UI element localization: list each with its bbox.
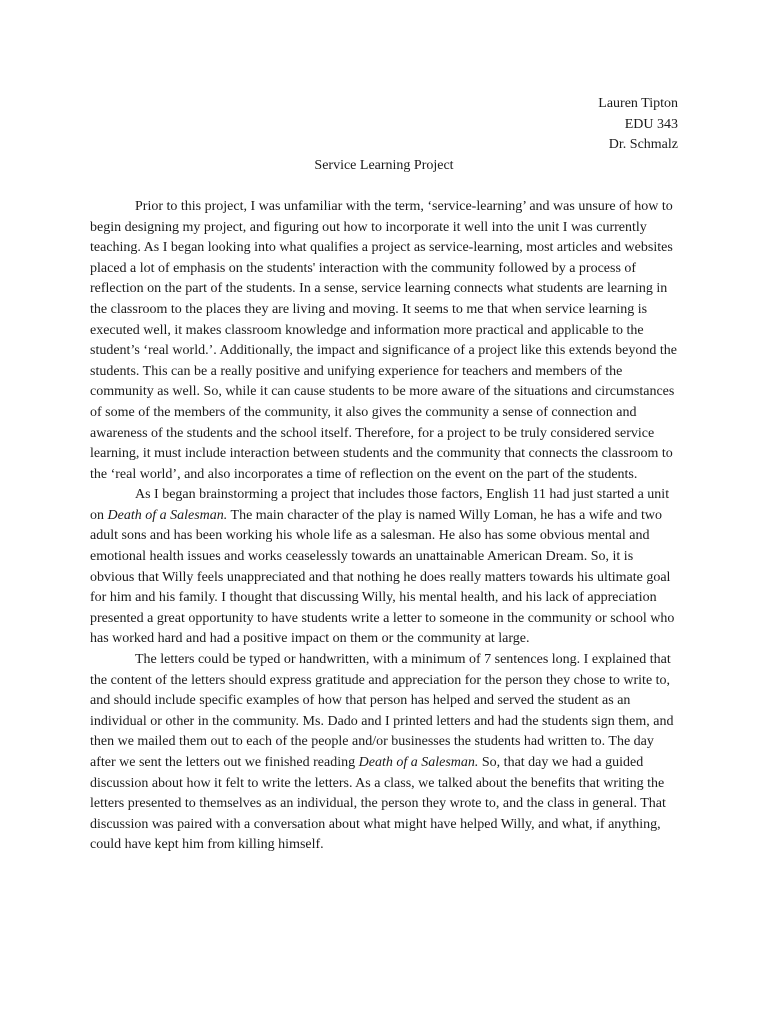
paragraph-2-text-a: As I began brainstorming a project that includes those factors, English 11 had just started a unit on — [90, 487, 670, 523]
paragraph-2-play-title: Death of a Salesman. — [107, 507, 228, 523]
paragraph-3-text-a: The letters could be typed or handwritten, with a minimum of 7 sentences long. I explained that the content of the letters should express gratitude and appreciation for the person they chose to write to, and should include specific examples of how that person has helped and served the student as an individual or other in the community. Ms. Dado and I printed letters and had the students sign them, and then we mailed them out to each of the people and/or businesses the students had written to. The day after we sent the letters out we finished reading — [90, 652, 674, 770]
paragraph-1-text: Prior to this project, I was unfamiliar with the term, ‘service-learning’ and was unsure of how to begin designing my project, and figuring out how to incorporate it well into the unit I was currently teaching. As I began looking into what qualifies a project as service-learning, most articles and websites placed a lot of emphasis on the students' interaction with the community followed by a process of reflection on the part of the students. In a sense, service learning connects what students are learning in the classroom to the places they are living and moving. It seems to me that when service learning is executed well, it makes classroom knowledge and information more practical and applicable to the student’s ‘real world.’. Additionally, the impact and significance of a project like this extends beyond the students. This can be a really positive and unifying experience for teachers and members of the community as well. So, while it can cause students to be more aware of the situations and circumstances of some of the members of the community, it also gives the community a sense of connection and awareness of the students and the school itself. Therefore, for a project to be truly considered service learning, it must include interaction between students and the community that connects the classroom to the ‘real world’, and also incorporates a time of reflection on the event on the part of the students. — [90, 198, 677, 482]
paragraph-1 — [90, 197, 678, 485]
paragraph-2-text-b: The main character of the play is named Willy Loman, he has a wife and two adult sons and has been working his whole life as a salesman. He also has some obvious mental and emotional health issues and works ceaselessly towards an unattainable American Dream. So, it is obvious that Willy feels unappreciated and that nothing he does really matters towards his ultimate goal for him and his family. I thought that discussing Willy, his mental health, and his lack of appreciation presented a great opportunity to have students write a letter to someone in the community or school who has worked hard and had a positive impact on them or the community at large. — [90, 507, 675, 647]
instructor-name: Dr. Schmalz — [608, 137, 678, 153]
paragraph-3-text-b: So, that day we had a guided discussion about how it felt to write the letters. As a class, we talked about the benefits that writing the letters presented to themselves as an individual, the person they wrote to, and the class in general. That discussion was paired with a conversation about what might have helped Willy, and what, if anything, could have kept him from killing himself. — [90, 755, 666, 853]
title-spacer — [90, 176, 678, 197]
document-page — [90, 94, 678, 856]
paragraph-3 — [90, 650, 678, 856]
paragraph-3-play-title: Death of a Salesman. — [358, 755, 479, 770]
paragraph-2 — [90, 485, 678, 650]
course-code: EDU 343 — [624, 116, 678, 132]
document-title: Service Learning Project — [314, 157, 454, 173]
header-block — [90, 94, 678, 156]
author-name: Lauren Tipton — [598, 96, 678, 111]
